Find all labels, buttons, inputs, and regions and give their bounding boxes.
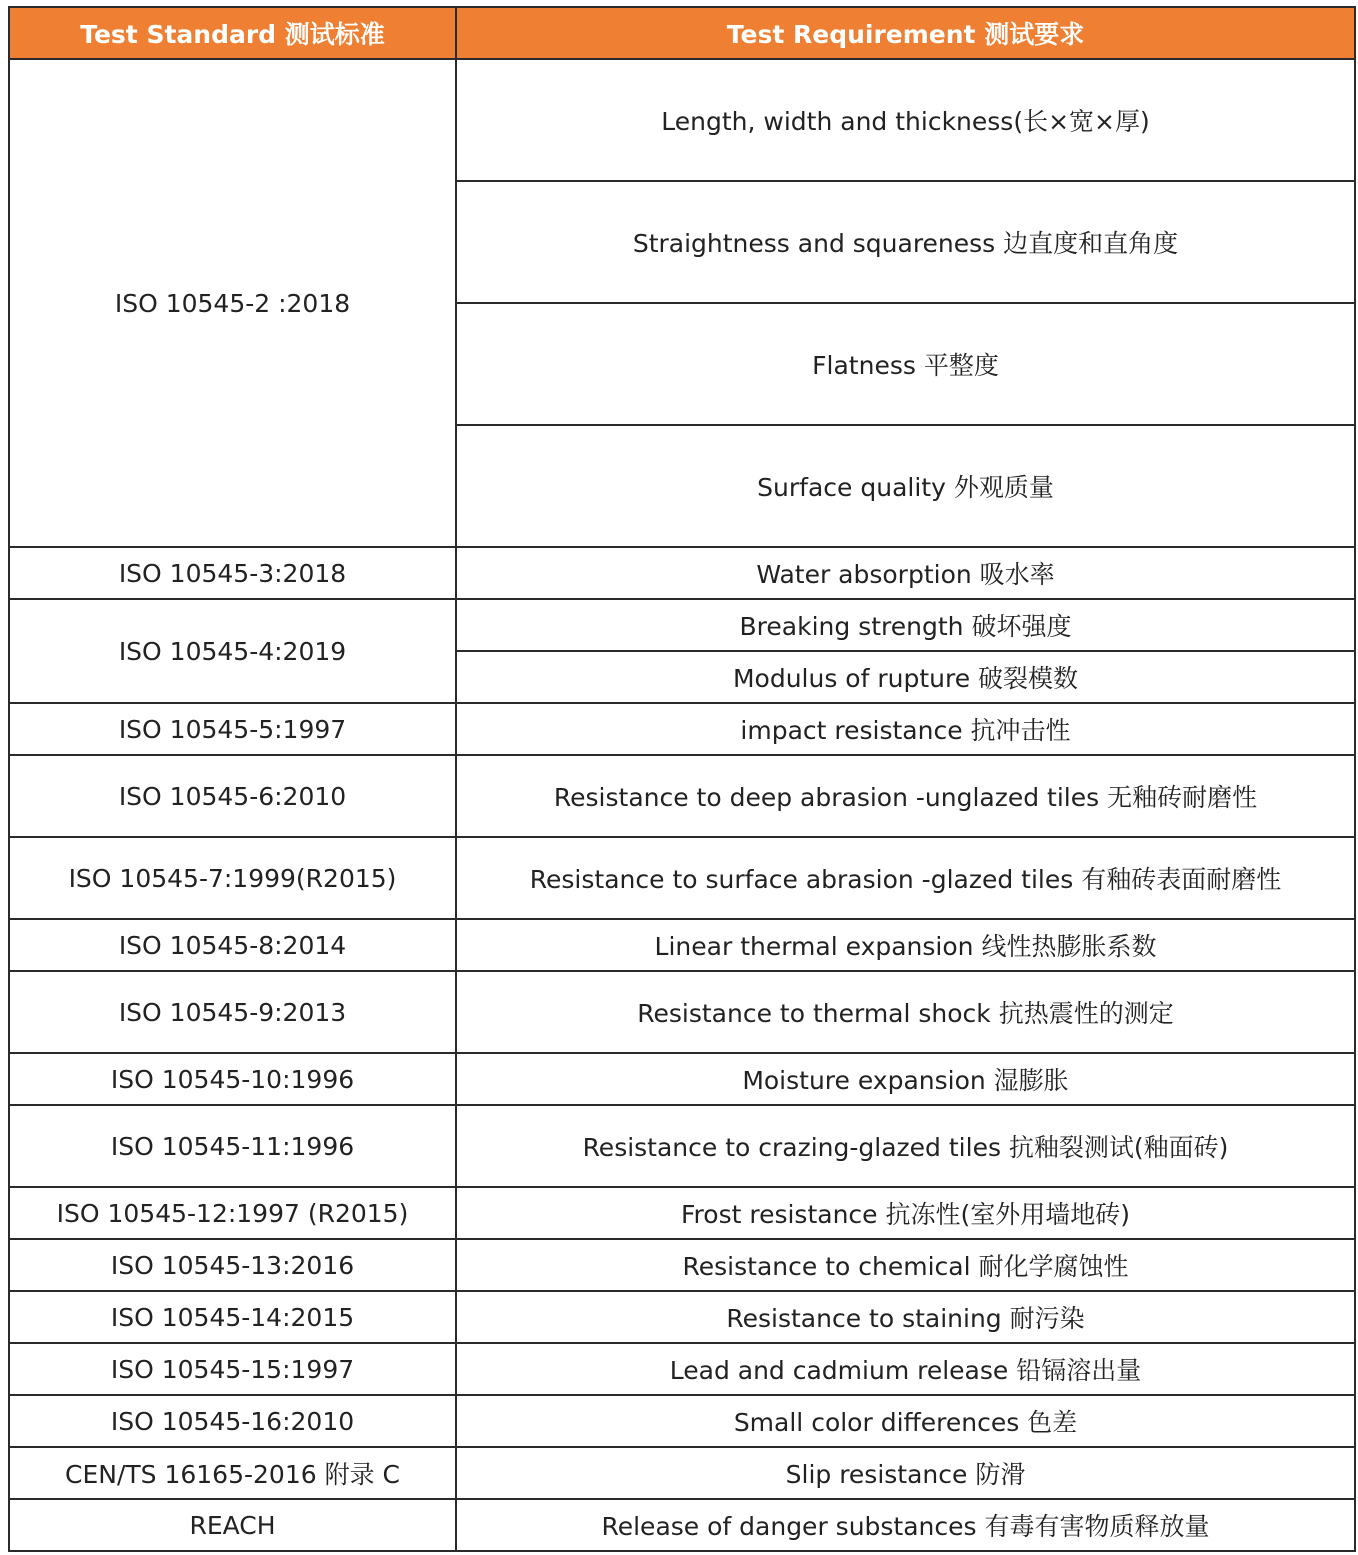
table-row: [9, 1053, 1355, 1105]
table-row: [9, 1447, 1355, 1499]
standard-cell: ISO 10545-7:1999(R2015): [9, 837, 456, 919]
requirement-cell: Resistance to deep abrasion -unglazed tiles 无釉砖耐磨性: [456, 755, 1355, 837]
requirement-cell: Straightness and squareness 边直度和直角度: [456, 181, 1355, 303]
standard-cell: CEN/TS 16165-2016 附录 C: [9, 1447, 456, 1499]
standard-cell: ISO 10545-8:2014: [9, 919, 456, 971]
table-row: [9, 1395, 1355, 1447]
table-row: [9, 1291, 1355, 1343]
test-standards-table: [8, 6, 1356, 1552]
standard-cell: ISO 10545-2 :2018: [9, 59, 456, 547]
requirement-cell: Slip resistance 防滑: [456, 1447, 1355, 1499]
table-row: [9, 1105, 1355, 1187]
table-row: [9, 1239, 1355, 1291]
requirement-cell: Surface quality 外观质量: [456, 425, 1355, 547]
requirement-cell: Small color differences 色差: [456, 1395, 1355, 1447]
standard-cell: ISO 10545-12:1997 (R2015): [9, 1187, 456, 1239]
table-row: [9, 919, 1355, 971]
table-row: [9, 1343, 1355, 1395]
requirement-cell: Frost resistance 抗冻性(室外用墙地砖): [456, 1187, 1355, 1239]
table-row: [9, 837, 1355, 919]
requirement-cell: Water absorption 吸水率: [456, 547, 1355, 599]
header-test-standard: Test Standard 测试标准: [9, 7, 456, 59]
table-row: [9, 59, 1355, 181]
standard-cell: ISO 10545-4:2019: [9, 599, 456, 703]
standard-cell: ISO 10545-16:2010: [9, 1395, 456, 1447]
requirement-cell: Modulus of rupture 破裂模数: [456, 651, 1355, 703]
table-row: [9, 1499, 1355, 1551]
standard-cell: ISO 10545-6:2010: [9, 755, 456, 837]
requirement-cell: Linear thermal expansion 线性热膨胀系数: [456, 919, 1355, 971]
standard-cell: ISO 10545-15:1997: [9, 1343, 456, 1395]
requirement-cell: Resistance to chemical 耐化学腐蚀性: [456, 1239, 1355, 1291]
requirement-cell: Moisture expansion 湿膨胀: [456, 1053, 1355, 1105]
requirement-cell: Resistance to staining 耐污染: [456, 1291, 1355, 1343]
requirement-cell: Length, width and thickness(长×宽×厚): [456, 59, 1355, 181]
table-row: [9, 1187, 1355, 1239]
standard-cell: ISO 10545-11:1996: [9, 1105, 456, 1187]
table-row: [9, 703, 1355, 755]
standard-cell: REACH: [9, 1499, 456, 1551]
requirement-cell: Release of danger substances 有毒有害物质释放量: [456, 1499, 1355, 1551]
requirement-cell: Breaking strength 破坏强度: [456, 599, 1355, 651]
requirement-cell: Resistance to surface abrasion -glazed tiles 有釉砖表面耐磨性: [456, 837, 1355, 919]
requirement-cell: Resistance to thermal shock 抗热震性的测定: [456, 971, 1355, 1053]
table-row: [9, 971, 1355, 1053]
requirement-cell: Resistance to crazing-glazed tiles 抗釉裂测试(釉面砖): [456, 1105, 1355, 1187]
standard-cell: ISO 10545-3:2018: [9, 547, 456, 599]
requirement-cell: Lead and cadmium release 铅镉溶出量: [456, 1343, 1355, 1395]
table-row: [9, 547, 1355, 599]
table-row: [9, 755, 1355, 837]
header-test-requirement: Test Requirement 测试要求: [456, 7, 1355, 59]
standard-cell: ISO 10545-10:1996: [9, 1053, 456, 1105]
standard-cell: ISO 10545-9:2013: [9, 971, 456, 1053]
standard-cell: ISO 10545-14:2015: [9, 1291, 456, 1343]
requirement-cell: Flatness 平整度: [456, 303, 1355, 425]
table-header-row: [9, 7, 1355, 59]
table-row: [9, 599, 1355, 651]
standard-cell: ISO 10545-13:2016: [9, 1239, 456, 1291]
standard-cell: ISO 10545-5:1997: [9, 703, 456, 755]
requirement-cell: impact resistance 抗冲击性: [456, 703, 1355, 755]
